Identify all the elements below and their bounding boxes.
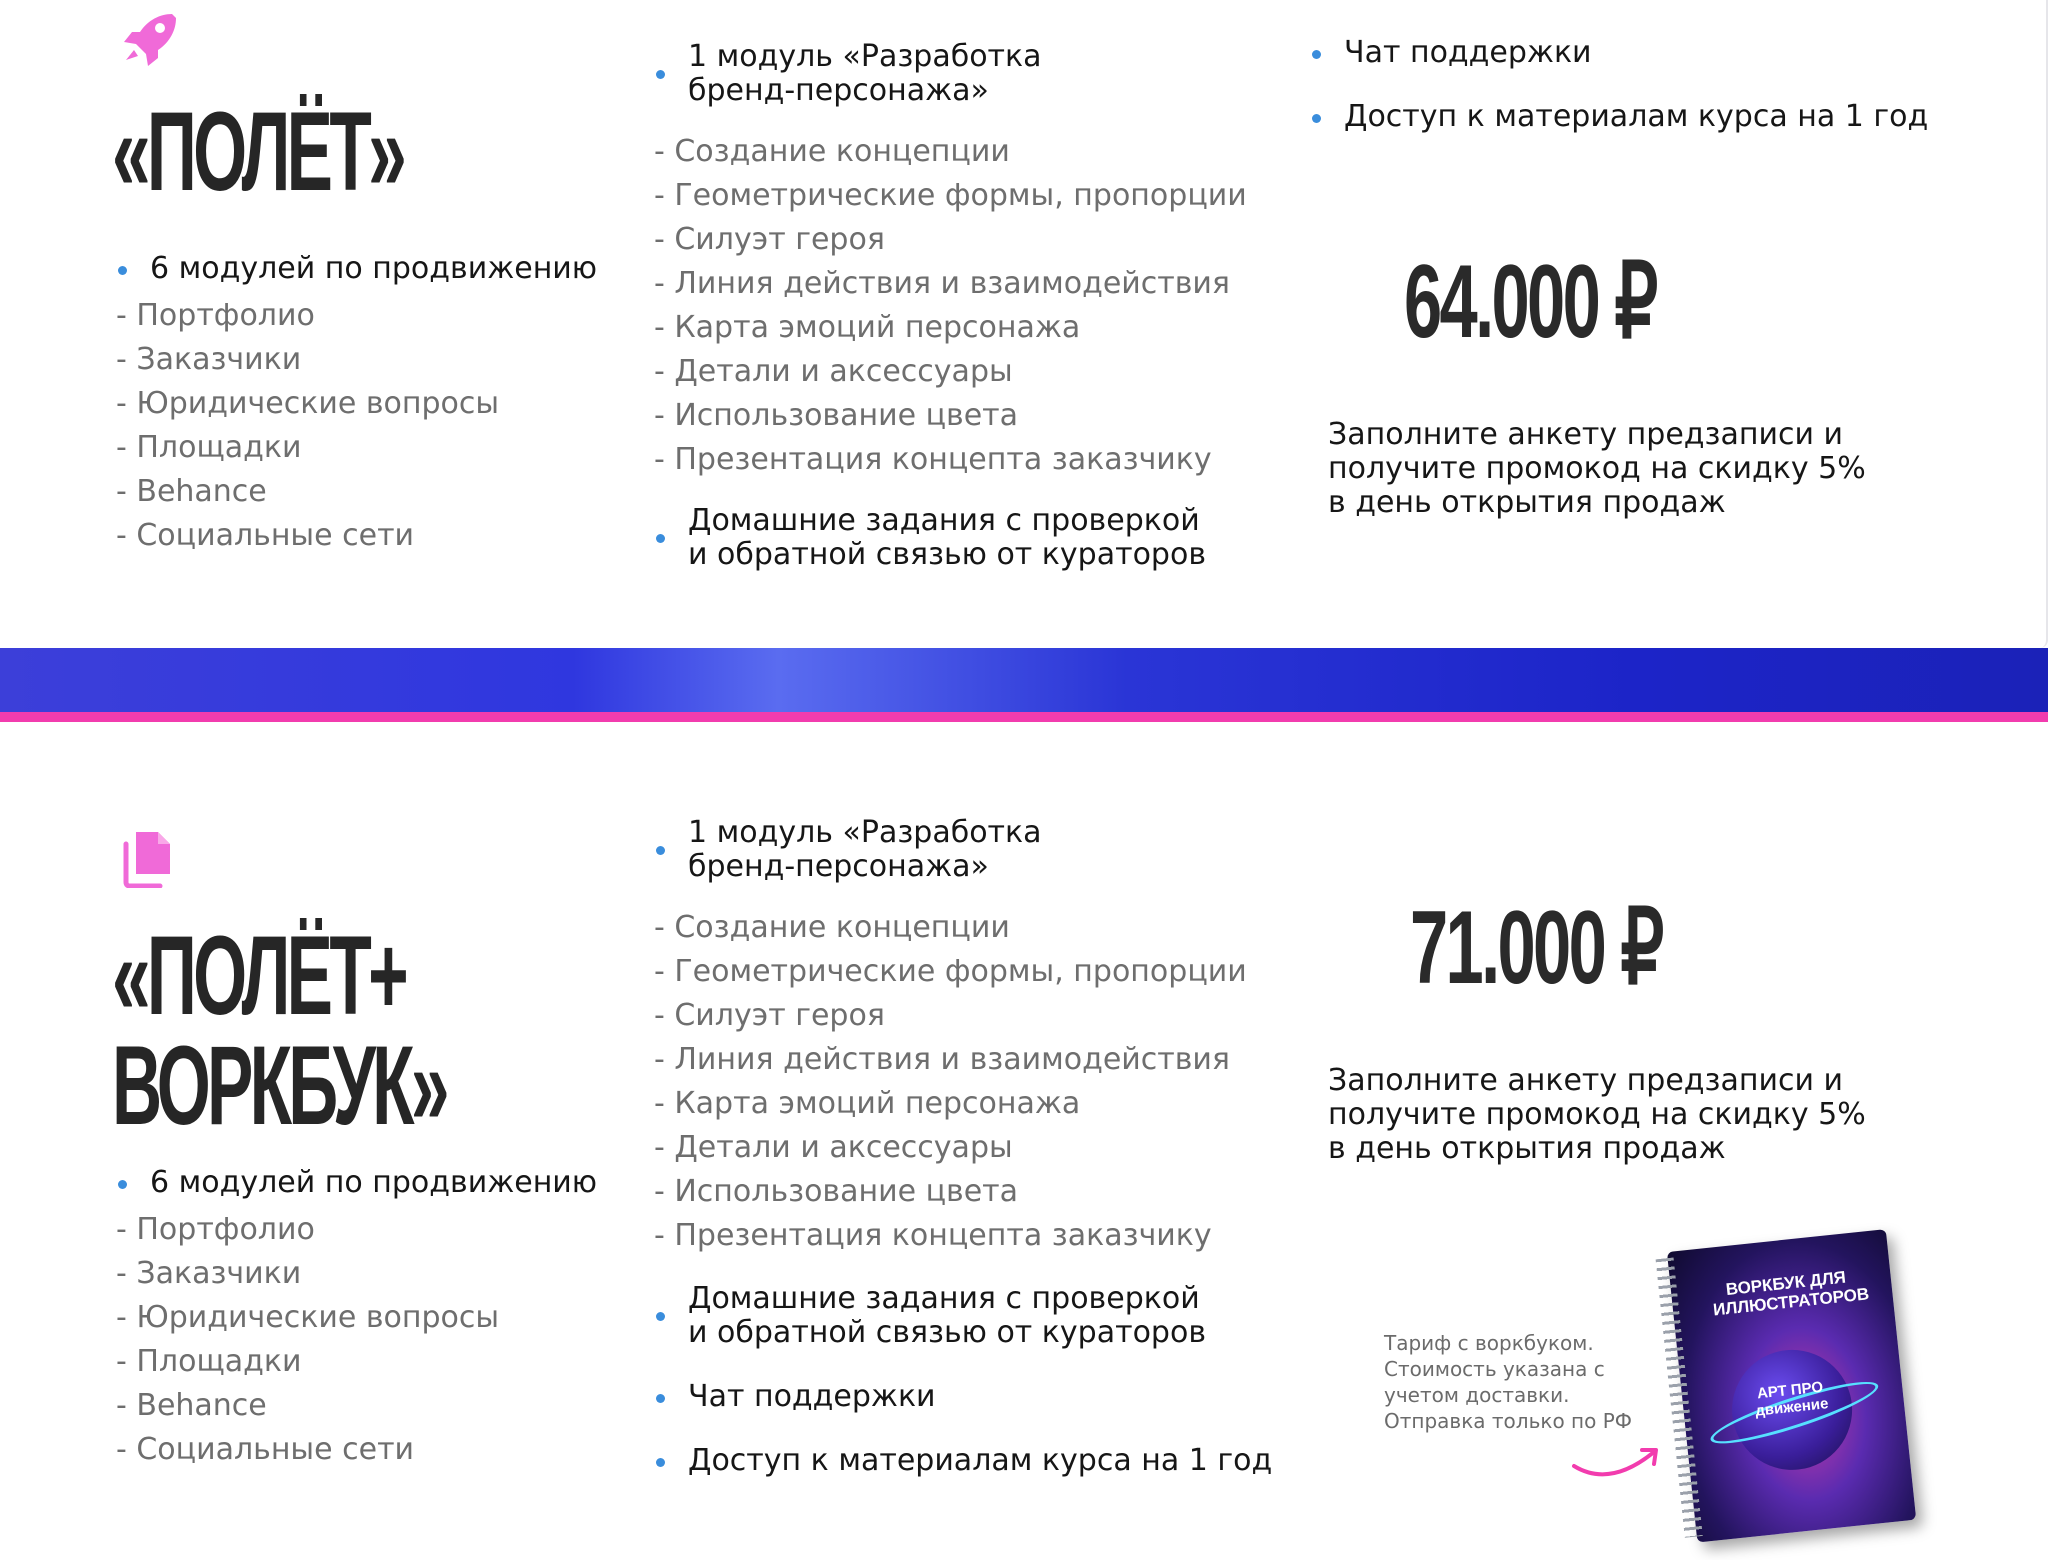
workbook-cover-logo: АРТ ПРО движение [1754, 1378, 1830, 1420]
module-column [654, 40, 1294, 572]
section-divider-band [0, 648, 2048, 712]
module-item: - Презентация концепта заказчику [654, 442, 1212, 477]
promotion-item: - Юридические вопросы [116, 1300, 500, 1335]
copy-document-icon [118, 830, 172, 888]
course-access-item: Доступ к материалам курса на 1 год [1310, 100, 2030, 134]
promotion-item: - Behance [116, 1388, 267, 1423]
promotion-list [116, 1208, 636, 1472]
support-chat-item: Чат поддержки [654, 1380, 1294, 1414]
promotion-item: - Юридические вопросы [116, 386, 500, 421]
promotion-column [116, 1166, 636, 1472]
module-item: - Силуэт героя [654, 222, 885, 257]
promotion-item: - Behance [116, 474, 267, 509]
preorder-promo-text: Заполните анкету предзаписи и получите промокод на скидку 5% в день открытия продаж [1328, 1063, 1866, 1166]
promotion-modules-header: 6 модулей по продвижению [116, 1166, 636, 1200]
price-label: 71.000 ₽ [1410, 890, 1662, 1006]
promotion-item: - Заказчики [116, 342, 302, 377]
tariff-title: «ПОЛЁТ» [112, 89, 403, 214]
preorder-promo-text: Заполните анкету предзаписи и получите промокод на скидку 5% в день открытия продаж [1328, 417, 1866, 520]
module-item: - Презентация концепта заказчику [654, 1218, 1212, 1253]
homework-item: Домашние задания с проверкой и обратной связью от кураторов [654, 1282, 1214, 1350]
module-item: - Геометрические формы, пропорции [654, 954, 1247, 989]
module-list [654, 130, 1294, 482]
promotion-item: - Заказчики [116, 1256, 302, 1291]
promotion-list [116, 294, 636, 558]
promotion-modules-header: 6 модулей по продвижению [116, 252, 636, 286]
workbook-image [1645, 1227, 1935, 1553]
tariff-card-polet [0, 0, 2048, 650]
module-item: - Геометрические формы, пропорции [654, 178, 1247, 213]
module-item: - Карта эмоций персонажа [654, 1086, 1081, 1121]
module-item: - Использование цвета [654, 1174, 1019, 1209]
promotion-item: - Социальные сети [116, 1432, 415, 1467]
card-border [2040, 0, 2048, 648]
module-column [654, 816, 1294, 1478]
promotion-item: - Портфолио [116, 1212, 315, 1247]
promotion-item: - Площадки [116, 1344, 302, 1379]
module-header: 1 модуль «Разработка бренд-персонажа» [654, 816, 1074, 884]
module-item: - Линия действия и взаимодействия [654, 266, 1230, 301]
price-label: 64.000 ₽ [1404, 244, 1656, 360]
promotion-column [116, 252, 636, 558]
promotion-item: - Портфолио [116, 298, 315, 333]
rocket-icon [120, 10, 180, 68]
workbook-cover [1667, 1229, 1916, 1542]
module-item: - Создание концепции [654, 134, 1010, 169]
module-item: - Детали и аксессуары [654, 1130, 1013, 1165]
extras-column [1310, 36, 2030, 134]
module-item: - Линия действия и взаимодействия [654, 1042, 1230, 1077]
module-item: - Детали и аксессуары [654, 354, 1013, 389]
workbook-cover-title: ВОРКБУК ДЛЯ ИЛЛЮСТРАТОРОВ [1712, 1267, 1871, 1320]
homework-item: Домашние задания с проверкой и обратной связью от кураторов [654, 504, 1214, 572]
tariff-title-line1: «ПОЛЁТ+ [112, 913, 405, 1038]
module-item: - Использование цвета [654, 398, 1019, 433]
module-item: - Создание концепции [654, 910, 1010, 945]
workbook-delivery-note: Тариф с воркбуком. Стоимость указана с учетом доставки. Отправка только по РФ [1384, 1331, 1632, 1433]
tariff-card-polet-workbook [0, 720, 2048, 1560]
module-header: 1 модуль «Разработка бренд-персонажа» [654, 40, 1074, 108]
module-item: - Карта эмоций персонажа [654, 310, 1081, 345]
support-chat-item: Чат поддержки [1310, 36, 2030, 70]
promotion-item: - Социальные сети [116, 518, 415, 553]
course-access-item: Доступ к материалам курса на 1 год [654, 1444, 1294, 1478]
module-item: - Силуэт героя [654, 998, 885, 1033]
tariff-title-line2: ВОРКБУК» [112, 1023, 446, 1148]
module-list [654, 906, 1294, 1258]
promotion-item: - Площадки [116, 430, 302, 465]
curved-arrow-icon [1570, 1440, 1666, 1490]
